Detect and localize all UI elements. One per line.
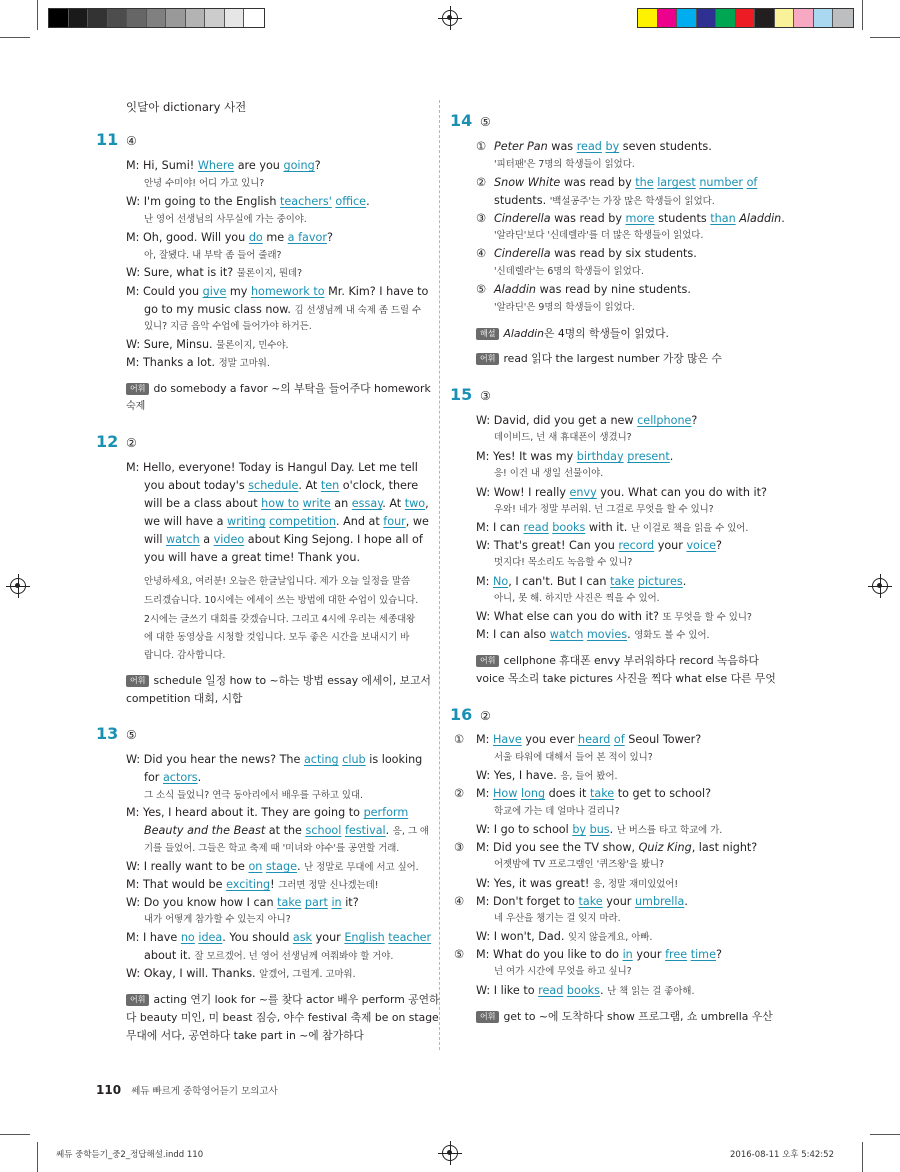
column-divider (439, 100, 440, 1050)
vocab-badge: 어휘 (476, 353, 499, 365)
color-swatch (736, 9, 756, 27)
vocab-badge: 어휘 (126, 675, 149, 687)
dialogue-line: W: What else can you do with it? 또 무엇을 할 수 있니? (476, 610, 752, 623)
color-swatch (186, 9, 206, 27)
dialogue-line: M: I can read books with it. 난 이걸로 책을 읽을 수 있어. (476, 521, 749, 534)
registration-mark-icon (442, 10, 458, 26)
color-swatch (147, 9, 167, 27)
crop-mark (37, 1142, 38, 1172)
question-16-header (450, 705, 491, 724)
color-swatch (716, 9, 736, 27)
dialogue-line: M: Could you give my homework to Mr. Kim? I have to (126, 285, 429, 298)
option-line: ④ Cinderella was read by six students. (476, 247, 697, 260)
dialogue-line: M: Hi, Sumi! Where are you going? (126, 159, 321, 172)
dialogue-line: W: I really want to be on stage. 난 정말로 무대에 서고 싶어. (126, 860, 419, 873)
dialogue-line: W: Wow! I really envy you. What can you do with it? (476, 486, 767, 499)
option-line: ③ Cinderella was read by more students than Aladdin. (476, 212, 785, 225)
vocabulary-note: competition 대회, 시합 (126, 692, 243, 705)
color-swatch (775, 9, 795, 27)
vocabulary-note: 어휘 schedule 일정 how to ~하는 방법 essay 에세이, 보고서 (126, 672, 431, 689)
translation: 학교에 가는 데 얼마나 걸리니? (494, 806, 620, 817)
color-swatch (697, 9, 717, 27)
color-swatch (225, 9, 245, 27)
color-swatch (658, 9, 678, 27)
question-14-header (450, 111, 491, 130)
crop-mark (0, 37, 30, 38)
vocabulary-note: 다 beauty 미인, 미 beast 짐승, 야수 festival 축제 be on stage (126, 1011, 439, 1024)
translation: 기를 들었어. 그들은 학교 축제 때 '미녀와 야수'를 공연할 거래. (144, 843, 400, 854)
dialogue-line: you about today's schedule. At ten o'clock, there (144, 479, 419, 492)
translation: 있니? 지금 음악 수업에 들어가야 하거든. (144, 321, 312, 332)
answer-choice: ⑤ (126, 728, 137, 742)
question-number: 14 (450, 111, 473, 130)
crop-mark (862, 0, 863, 30)
color-swatch (833, 9, 853, 27)
crop-mark (870, 37, 900, 38)
dialogue-line: W: David, did you get a new cellphone? (476, 414, 698, 427)
registration-mark-icon (442, 1145, 458, 1161)
color-bar-grayscale (48, 8, 265, 28)
dialogue-line: you will have a great time! Thank you. (144, 551, 361, 564)
dialogue-line: W: Okay, I will. Thanks. 알겠어, 그럴게. 고마워. (126, 967, 356, 980)
dialogue-line: will watch a video about King Sejong. I hope all of (144, 533, 423, 546)
page-footer (96, 1083, 278, 1097)
color-swatch (677, 9, 697, 27)
dialogue-line: will be a class about how to write an essay. At two, (144, 497, 429, 510)
color-swatch (814, 9, 834, 27)
option-line: ② M: How long does it take to get to school? (454, 787, 712, 800)
question-number: 11 (96, 130, 119, 149)
dialogue-line: Beauty and the Beast at the school festival. 응, 그 얘 (144, 824, 429, 837)
vocab-badge: 어휘 (476, 1011, 499, 1023)
color-swatch (69, 9, 89, 27)
translation: '신데렐라'는 6명의 학생들이 읽었다. (494, 266, 644, 277)
color-swatch (205, 9, 225, 27)
dialogue-line: M: I can also watch movies. 영화도 볼 수 있어. (476, 628, 710, 641)
dialogue-line: W: I go to school by bus. 난 버스를 타고 학교에 가. (476, 823, 723, 836)
translation: 멋지다! 목소리도 녹음할 수 있니? (494, 557, 633, 568)
answer-choice: ② (126, 436, 137, 450)
color-swatch (127, 9, 147, 27)
vocabulary-note: 어휘 get to ~에 도착하다 show 프로그램, 쇼 umbrella 우산 (476, 1008, 773, 1025)
book-title: 쎄듀 빠르게 중학영어듣기 모의고사 (131, 1086, 278, 1097)
dialogue-line: W: I won't, Dad. 잊지 않을게요, 아빠. (476, 930, 653, 943)
translation: 아, 잘됐다. 내 부탁 좀 들어 줄래? (144, 250, 282, 261)
translation: 랍니다. 감사합니다. (144, 650, 226, 661)
dialogue-line: M: Hello, everyone! Today is Hangul Day. Let me tell (126, 461, 418, 474)
explanation-badge: 해설 (476, 328, 499, 340)
translation: 어젯밤에 TV 프로그램인 '퀴즈왕'을 봤니? (494, 859, 665, 870)
translation: 에 대한 동영상을 시청할 것입니다. 모두 좋은 시간을 보내시기 바 (144, 632, 410, 643)
color-swatch (794, 9, 814, 27)
vocab-badge: 어휘 (476, 655, 499, 667)
translation: 안녕하세요, 여러분! 오늘은 한글날입니다. 제가 오늘 일정을 말씀 (144, 576, 411, 587)
option-line: ① M: Have you ever heard of Seoul Tower? (454, 733, 702, 746)
option-line: ③ M: Did you see the TV show, Quiz King, last night? (454, 841, 758, 854)
dialogue-line: for actors. (144, 771, 202, 784)
registration-mark-icon (10, 578, 26, 594)
crop-mark (870, 1134, 900, 1135)
translation: '피터팬'은 7명의 학생들이 읽었다. (494, 159, 635, 170)
question-12-header (96, 432, 137, 451)
answer-choice: ⑤ (480, 115, 491, 129)
question-11-header (96, 130, 137, 149)
vocabulary-note: 무대에 서다, 공연하다 take part in ~에 참가하다 (126, 1029, 364, 1042)
option-line: students. '백설공주'는 가장 많은 학생들이 읽었다. (494, 194, 715, 207)
translation: 우와! 네가 정말 부러워. 넌 그걸로 무엇을 할 수 있니? (494, 504, 714, 515)
dialogue-line: W: Sure, what is it? 물론이지, 뭔데? (126, 266, 303, 279)
vocabulary-note: 어휘 cellphone 휴대폰 envy 부러워하다 record 녹음하다 (476, 652, 759, 669)
crop-mark (0, 1134, 30, 1135)
registration-mark-icon (872, 578, 888, 594)
translation: 데이비드, 넌 새 휴대폰이 생겼니? (494, 432, 632, 443)
translation: 내가 어떻게 참가할 수 있는지 아니? (144, 914, 291, 925)
question-13-header (96, 724, 137, 743)
color-bar-process (637, 8, 854, 28)
question-number: 12 (96, 432, 119, 451)
dialogue-line: M: Oh, good. Will you do me a favor? (126, 231, 333, 244)
vocabulary-note: voice 목소리 take pictures 사진을 찍다 what else 다른 무엇 (476, 672, 776, 685)
dialogue-line: M: Yes! It was my birthday present. (476, 450, 674, 463)
translation: 아니, 못 해. 하지만 사진은 찍을 수 있어. (494, 593, 660, 604)
color-swatch (108, 9, 128, 27)
print-timestamp: 2016-08-11 오후 5:42:52 (730, 1150, 834, 1160)
translation: 서울 타워에 대해서 들어 본 적이 있니? (494, 752, 653, 763)
dialogue-line: go to my music class now. 김 선생님께 내 숙제 좀 드릴 수 (144, 303, 422, 316)
dialogue-line: W: Do you know how I can take part in it? (126, 896, 359, 909)
dialogue-line: W: Did you hear the news? The acting club is looking (126, 753, 423, 766)
color-swatch (638, 9, 658, 27)
dialogue-line: we will have a writing competition. And at four, we (144, 515, 429, 528)
dialogue-line: M: I have no idea. You should ask your English teacher (126, 931, 432, 944)
option-line: ④ M: Don't forget to take your umbrella. (454, 895, 688, 908)
translation: 2시에는 글쓰기 대회를 갖겠습니다. 그리고 4시에 우리는 세종대왕 (144, 614, 416, 625)
dialogue-line: W: That's great! Can you record your voice? (476, 539, 722, 552)
question-15-header (450, 385, 491, 404)
option-line: ① Peter Pan was read by seven students. (476, 140, 712, 153)
dialogue-line: W: I'm going to the English teachers' office. (126, 195, 370, 208)
question-number: 13 (96, 724, 119, 743)
vocab-badge: 어휘 (126, 383, 149, 395)
running-header: 잇달아 dictionary 사전 (126, 100, 247, 114)
translation: '알라딘'은 9명의 학생들이 읽었다. (494, 302, 635, 313)
dialogue-line: M: No, I can't. But I can take pictures. (476, 575, 687, 588)
vocab-badge: 어휘 (126, 994, 149, 1006)
translation: 응! 이건 내 생일 선물이야. (494, 468, 604, 479)
vocabulary-note: 숙제 (126, 401, 146, 412)
dialogue-line: W: Yes, I have. 응, 들어 봤어. (476, 769, 618, 782)
translation: 난 영어 선생님의 사무실에 가는 중이야. (144, 214, 307, 225)
dialogue-line: about it. 잘 모르겠어. 넌 영어 선생님께 여쭤봐야 할 거야. (144, 949, 394, 962)
question-number: 16 (450, 705, 473, 724)
option-line: ② Snow White was read by the largest number of (476, 176, 758, 189)
answer-choice: ③ (480, 389, 491, 403)
explanation-note: 해설 Aladdin은 4명의 학생들이 읽었다. (476, 325, 669, 342)
color-swatch (49, 9, 69, 27)
question-number: 15 (450, 385, 473, 404)
answer-choice: ④ (126, 134, 137, 148)
color-swatch (755, 9, 775, 27)
translation: 드리겠습니다. 10시에는 에세이 쓰는 방법에 대한 수업이 있습니다. (144, 595, 419, 606)
option-line: ⑤ Aladdin was read by nine students. (476, 283, 691, 296)
translation: '알라딘'보다 '신데렐라'를 더 많은 학생들이 읽었다. (494, 230, 704, 241)
dialogue-line: M: Yes, I heard about it. They are going to perform (126, 806, 409, 819)
dialogue-line: W: Yes, it was great! 응, 정말 재미있었어! (476, 877, 679, 890)
dialogue-line: W: I like to read books. 난 책 읽는 걸 좋아해. (476, 984, 695, 997)
answer-choice: ② (480, 709, 491, 723)
page-number: 110 (96, 1083, 122, 1097)
color-swatch (88, 9, 108, 27)
option-line: ⑤ M: What do you like to do in your free time? (454, 948, 722, 961)
vocabulary-note: 어휘 do somebody a favor ~의 부탁을 들어주다 homework (126, 380, 431, 397)
dialogue-line: W: Sure, Minsu. 물론이지, 민수야. (126, 338, 289, 351)
color-swatch (244, 9, 264, 27)
vocabulary-note: 어휘 read 읽다 the largest number 가장 많은 수 (476, 350, 722, 367)
translation: 네 우산을 챙기는 걸 잊지 마라. (494, 913, 621, 924)
file-slug: 쎄듀 중학듣기_중2_정답해설.indd 110 (56, 1150, 204, 1160)
dialogue-line: M: Thanks a lot. 정말 고마워. (126, 356, 270, 369)
dialogue-line: M: That would be exciting! 그러면 정말 신나겠는데! (126, 878, 379, 891)
color-swatch (166, 9, 186, 27)
crop-mark (862, 1142, 863, 1172)
translation: 넌 여가 시간에 무엇을 하고 싶니? (494, 966, 632, 977)
translation: 그 소식 들었니? 연극 동아리에서 배우를 구하고 있대. (144, 790, 363, 801)
vocabulary-note: 어휘 acting 연기 look for ~를 찾다 actor 배우 perform 공연하 (126, 991, 439, 1008)
crop-mark (37, 0, 38, 30)
translation: 안녕 수미야! 어디 가고 있니? (144, 178, 265, 189)
